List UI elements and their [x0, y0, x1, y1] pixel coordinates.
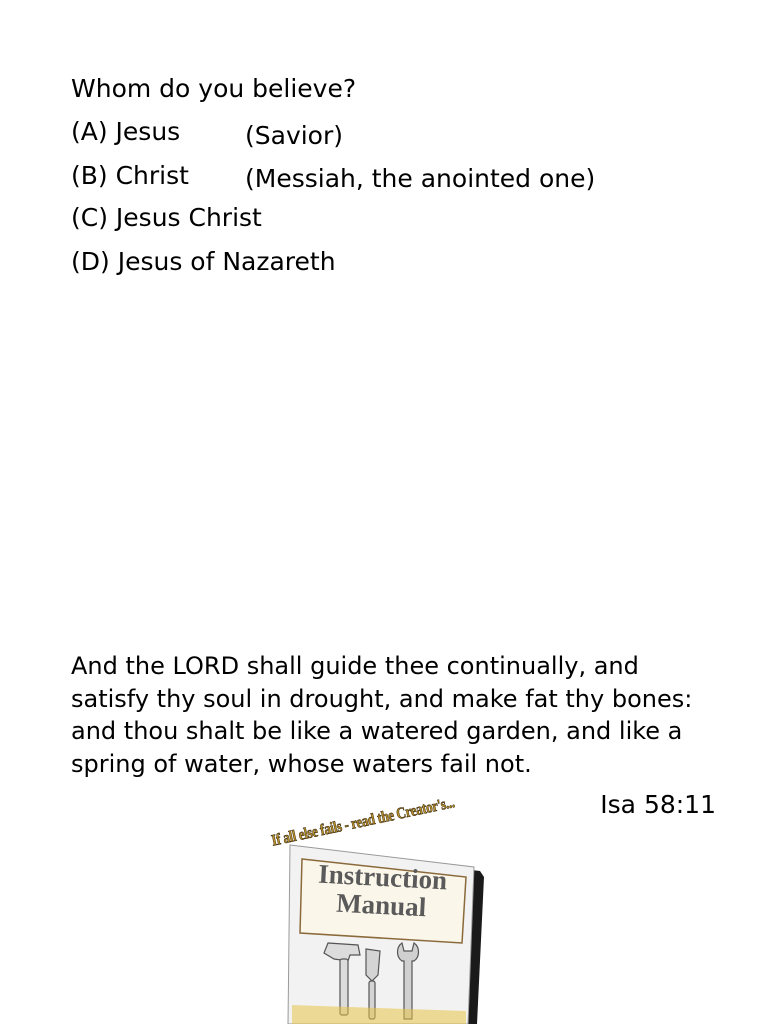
verse-reference: Isa 58:11 [600, 790, 716, 819]
option-b: (B) Christ [71, 161, 189, 190]
manual-title-line-1: Instruction [317, 858, 448, 896]
option-b-gloss: (Messiah, the anointed one) [245, 164, 596, 193]
manual-title [301, 859, 464, 923]
option-a-gloss: (Savior) [245, 121, 344, 150]
verse-text: And the LORD shall guide thee continually, and satisfy thy soul in drought, and make fat thy bones: and thou shalt be like a watered garden, and like a spring of water, whose waters fail not. [71, 652, 693, 778]
manual-title-line-2: Manual [335, 887, 428, 923]
option-c: (C) Jesus Christ [71, 203, 262, 232]
instruction-manual-image [262, 794, 492, 1024]
manual-tagline: If all else fails - read the Creator's... [270, 794, 456, 850]
option-d: (D) Jesus of Nazareth [71, 247, 336, 276]
option-a: (A) Jesus [71, 117, 181, 146]
question-text: Whom do you believe? [71, 74, 357, 103]
